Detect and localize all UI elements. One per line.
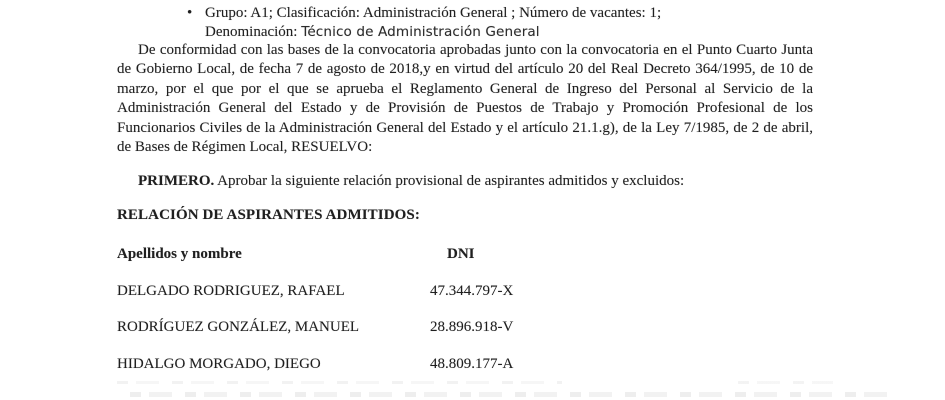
column-header-dni: DNI xyxy=(447,246,475,262)
legal-basis-paragraph: De conformidad con las bases de la convocatoria aprobadas junto con la convocatoria en el Punto Cuarto Junta de Gobierno Local, de fecha 7 de agosto de 2018,y en virtud del artículo 20 del Real Decreto 364/1995, de 10 de marzo, por el que por el que se aprueba el Reglamento General de Ingreso del Personal al Servicio de la Administración General del Estado y de Provisión de Puestos de Trabajo y Promoción Profesional de los Funcionarios Civiles de la Administración General del Estado y el artículo 21.1.g), de la Ley 7/1985, de 2 de abril, de Bases de Régimen Local, RESUELVO: xyxy=(117,42,813,156)
table-row xyxy=(117,356,817,376)
denomination-label: Denominación: xyxy=(205,23,302,40)
table-row xyxy=(117,283,817,303)
cutoff-text-remnant xyxy=(738,381,833,384)
table-row xyxy=(117,319,817,339)
denomination-value: Técnico de Administración General xyxy=(301,23,540,40)
admitted-section-heading: RELACIÓN DE ASPIRANTES ADMITIDOS: xyxy=(117,207,420,223)
candidate-name: HIDALGO MORGADO, DIEGO xyxy=(117,356,321,372)
cutoff-text-remnant xyxy=(130,392,895,397)
vacancy-detail-line: Grupo: A1; Clasificación: Administración General ; Número de vacantes: 1; xyxy=(205,5,662,21)
cutoff-text-remnant xyxy=(117,381,562,384)
candidate-name: RODRÍGUEZ GONZÁLEZ, MANUEL xyxy=(117,319,360,335)
admitted-candidates-table xyxy=(117,0,817,400)
candidate-dni: 48.809.177-A xyxy=(430,356,514,372)
candidate-dni: 28.896.918-V xyxy=(430,319,514,335)
candidate-name: DELGADO RODRIGUEZ, RAFAEL xyxy=(117,283,345,299)
primero-text: Aprobar la siguiente relación provisional de aspirantes admitidos y excluidos: xyxy=(214,173,685,189)
bullet-icon: • xyxy=(187,5,193,21)
table-header-row xyxy=(117,246,817,266)
column-header-name: Apellidos y nombre xyxy=(117,246,242,262)
candidate-dni: 47.344.797-X xyxy=(430,283,514,299)
primero-keyword: PRIMERO. xyxy=(138,173,215,189)
